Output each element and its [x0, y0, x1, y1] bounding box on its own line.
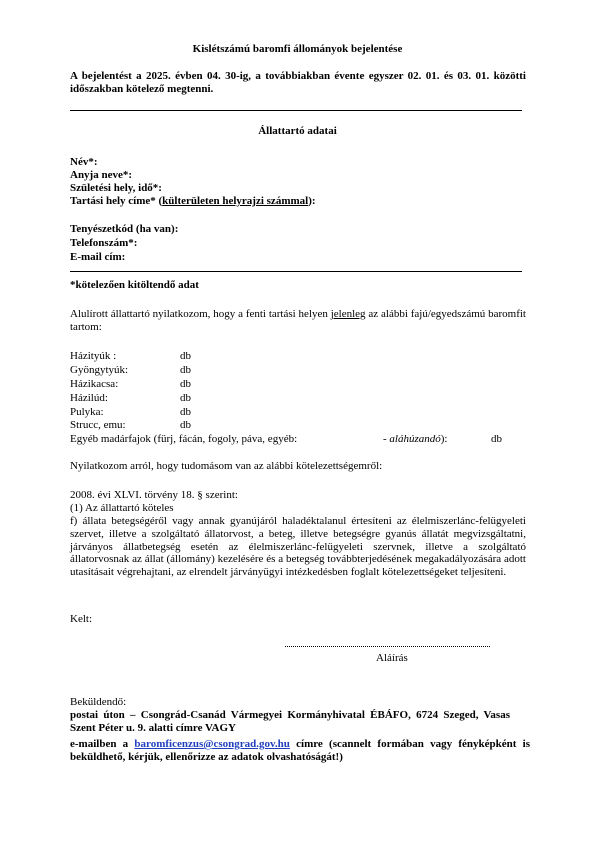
email-suffix: címre (scannelt formában vagy fényképként is beküldhető, kérjük, ellenőrizze az adatok olvashatóságát!) [70, 738, 530, 763]
species-label: Gyöngytyúk: [70, 364, 129, 376]
other-birds-label: Egyéb madárfajok (fürj, fácán, fogoly, páva, egyéb: [70, 433, 298, 445]
declaration-part2: az alábbi fajú/egyedszámú baromfit tartom: [70, 308, 526, 333]
email-link[interactable]: baromficenzus@csongrad.gov.hu [134, 738, 290, 750]
species-unit: db [180, 419, 191, 431]
declaration-paragraph [70, 308, 526, 334]
species-label: Házikacsa: [70, 378, 119, 390]
species-label: Pulyka: [70, 406, 104, 418]
field-email-label: E-mail cím: [70, 251, 126, 263]
document-title: Kislétszámú baromfi állományok bejelentése [192, 43, 403, 55]
email-instructions [70, 738, 530, 764]
other-birds-close: ): [440, 433, 448, 445]
law-text: f) állata betegségéről vagy annak gyanújáról haladéktalanul értesíteni az élelmiszerlánc-felügyeleti szervet, illetve a szolgáltató állatorvost, a beteg, illetve betegségre gyanús állatát megvizsgáltatni, járványos állatbetegség esetén az élelmiszerlánc-felügyeleti szervnek, illetve a szolgáltató állatorvosnak az állat (állomány) kezelésére és a betegség továbbterjedésének megakadályozására adott utasításait végrehajtani, az elrendelt járványügyi intézkedésben foglalt kötelezettségeket teljesíteni. [70, 515, 526, 579]
send-title: Beküldendő: [70, 696, 127, 708]
postal-address: postai úton – Csongrád-Csanád Vármegyei Kormányhivatal ÉBÁFO, 6724 Szeged, Vasas Szent Péter u. 9. alatti címre VAGY [70, 709, 510, 734]
header-divider [70, 110, 522, 111]
law-subsection: (1) Az állattartó köteles [70, 502, 174, 514]
field-birth-label: Születési hely, idő*: [70, 182, 162, 194]
species-unit: db [180, 364, 191, 376]
species-label: Házilúd: [70, 392, 108, 404]
species-label: Strucc, emu: [70, 419, 126, 431]
signature-label: Aláírás [376, 652, 408, 664]
species-label: Házityúk : [70, 350, 117, 362]
other-birds-underline-hint: - aláhúzandó [383, 433, 441, 445]
other-birds-unit: db [491, 433, 502, 445]
declaration-part1: Alulírott állattartó nyilatkozom, hogy a fenti tartási helyen [70, 308, 331, 320]
kelt-label: Kelt: [70, 613, 92, 625]
keeping-underlined: külterületen helyrajzi számmal [162, 195, 309, 207]
email-prefix: e-mailben a [70, 738, 135, 750]
obligation-intro: Nyilatkozom arról, hogy tudomásom van az alábbi kötelezettségemről: [70, 460, 383, 472]
species-unit: db [180, 406, 191, 418]
species-unit: db [180, 350, 191, 362]
field-holding-code-label: Tenyészetkód (ha van): [70, 223, 179, 235]
species-unit: db [180, 392, 191, 404]
other-birds-hint [383, 433, 447, 445]
keeping-suffix: ): [308, 195, 316, 207]
field-mother-name-label: Anyja neve*: [70, 169, 133, 181]
section-title: Állattartó adatai [258, 125, 337, 137]
signature-line [285, 646, 490, 647]
field-phone-label: Telefonszám*: [70, 237, 138, 249]
declaration-underlined: jelenleg [330, 308, 366, 320]
law-reference: 2008. évi XLVI. törvény 18. § szerint: [70, 489, 238, 501]
keeping-prefix: Tartási hely címe* ( [70, 195, 163, 207]
fields-divider [70, 271, 522, 272]
field-name-label: Név*: [70, 156, 98, 168]
field-keeping-address-label [70, 195, 316, 207]
intro-paragraph: A bejelentést a 2025. évben 04. 30-ig, a továbbiakban évente egyszer 02. 01. és 03. 01. közötti időszakban kötelező megtenni. [70, 70, 526, 95]
species-unit: db [180, 378, 191, 390]
required-note: *kötelezően kitöltendő adat [70, 279, 199, 291]
